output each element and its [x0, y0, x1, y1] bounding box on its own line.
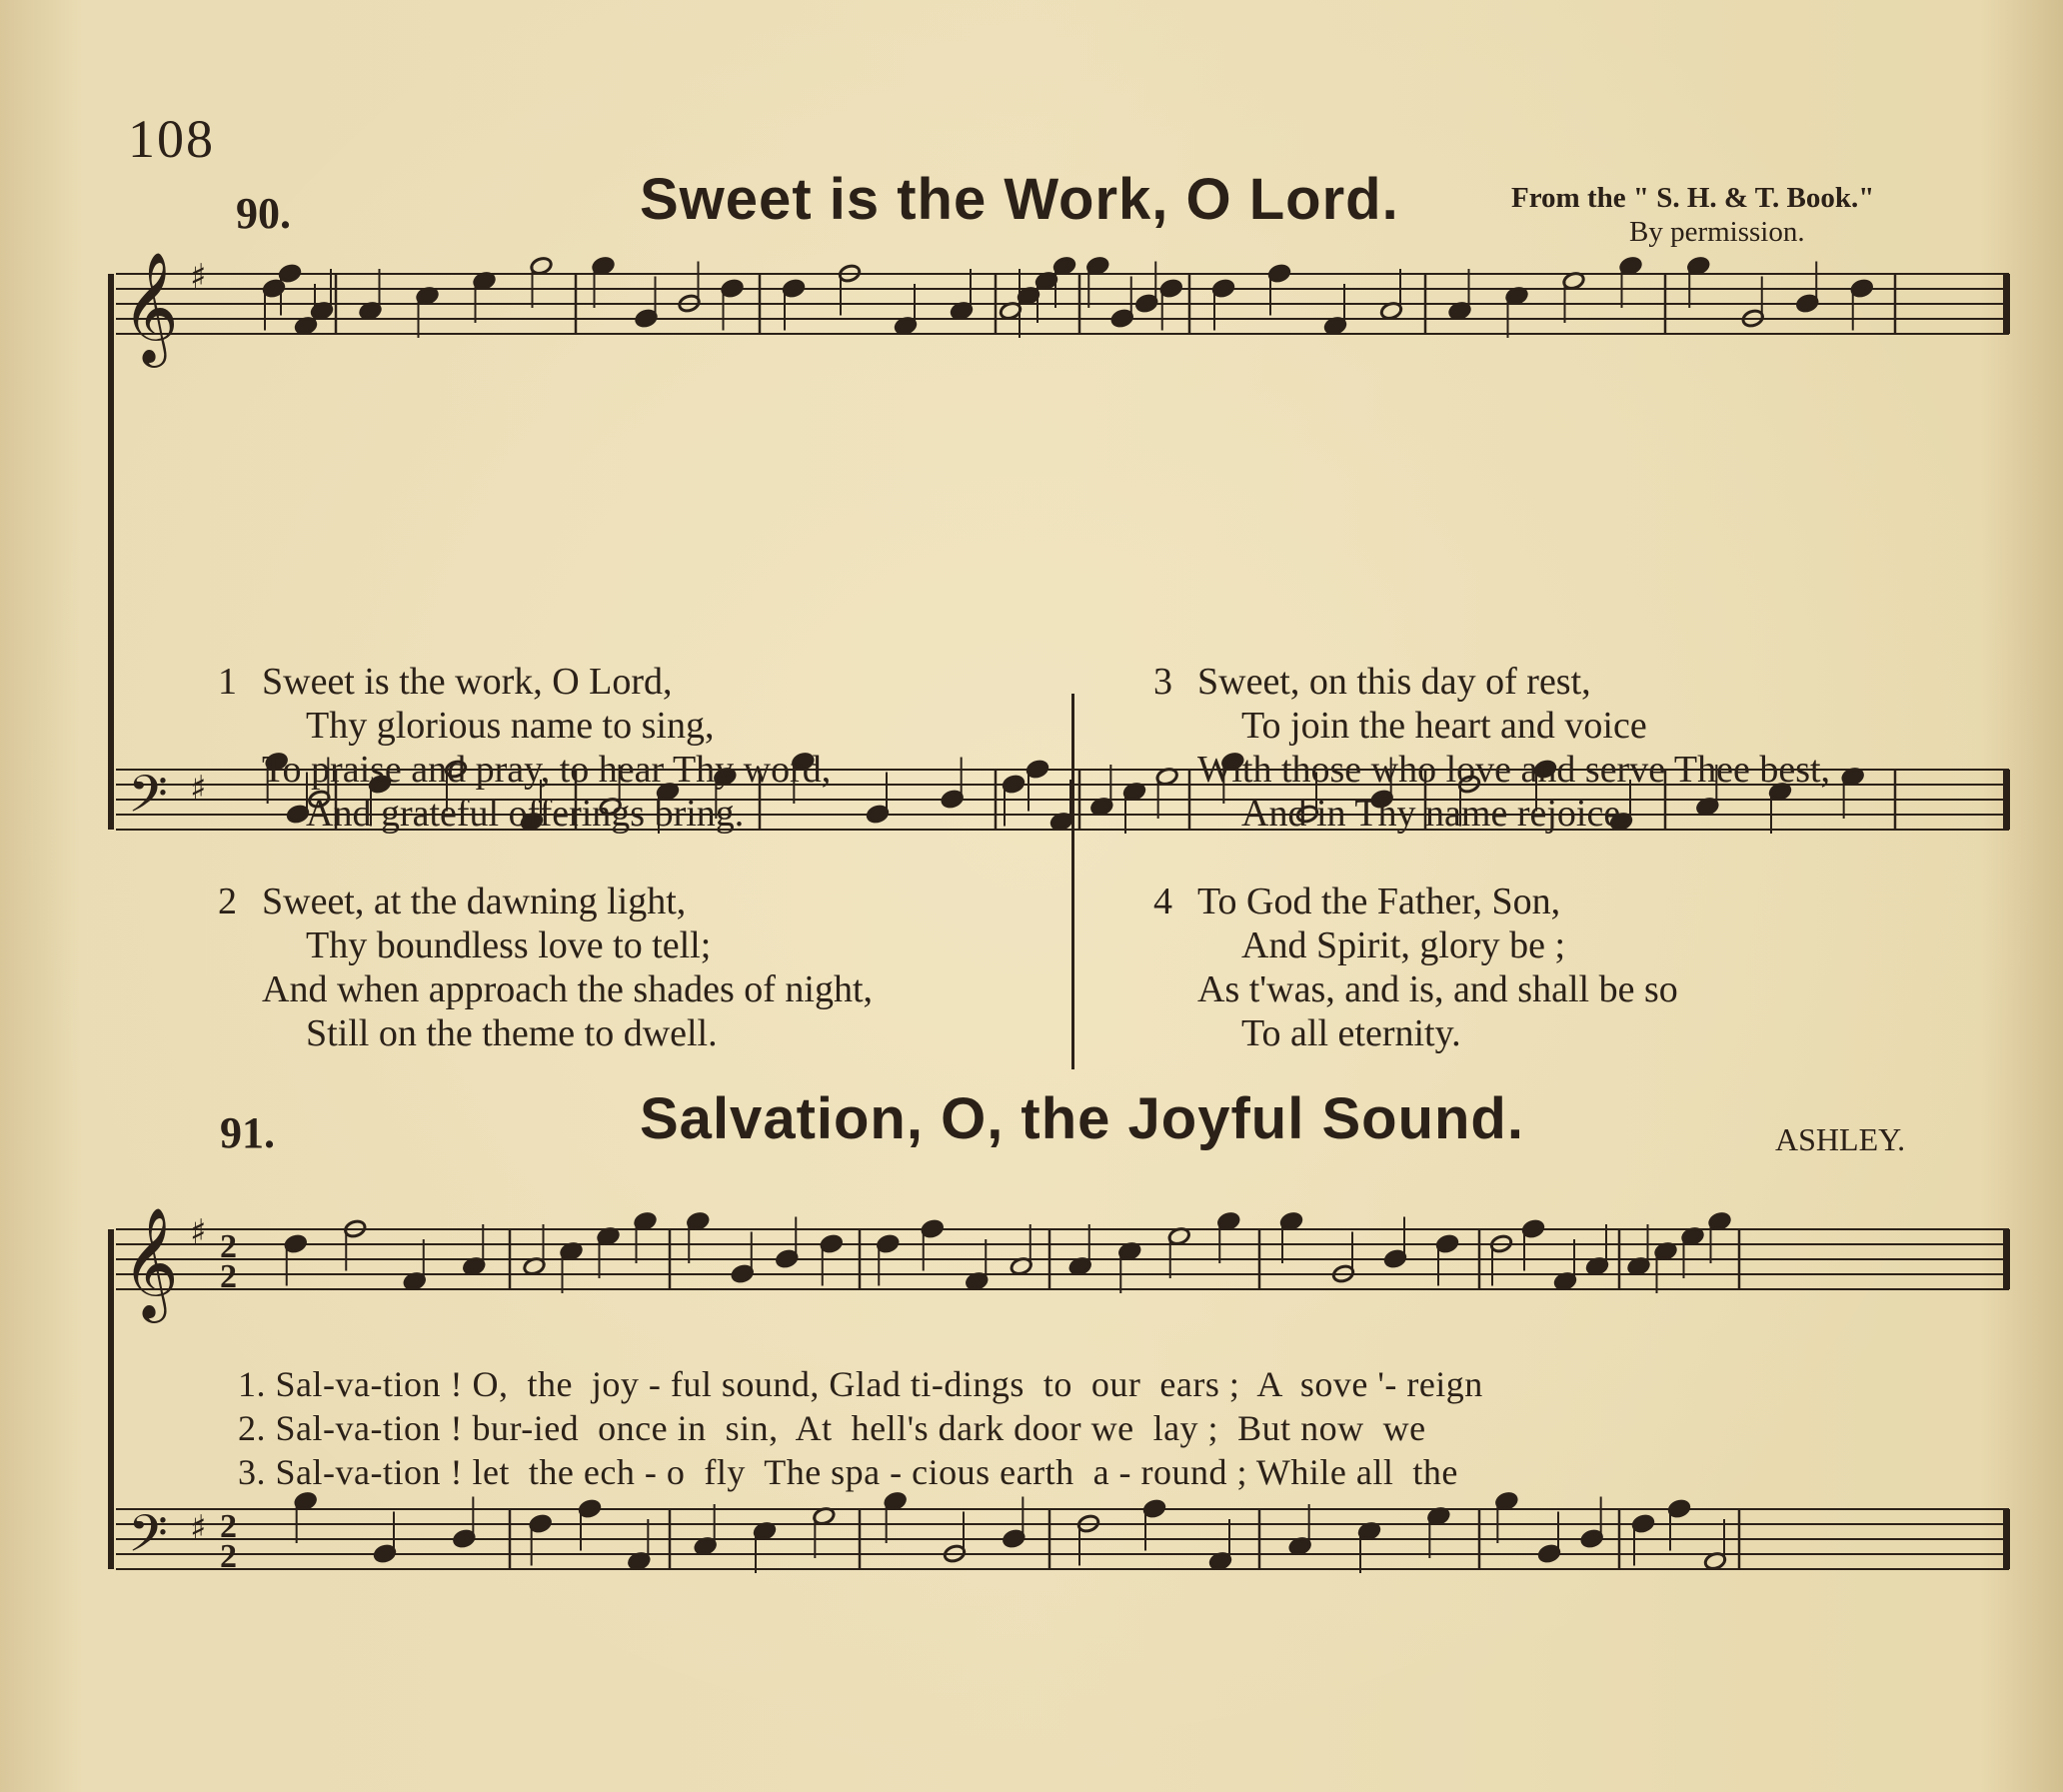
- verse-line: Still on the theme to dwell.: [306, 1012, 718, 1054]
- hymn-90-verse-4: [1153, 880, 2033, 1079]
- verse-line: To God the Father, Son,: [1197, 881, 1561, 922]
- system-brace: [108, 1229, 114, 1569]
- verse-number: 4: [1153, 881, 1172, 922]
- verse-line: As t'was, and is, and shall be so: [1197, 968, 1678, 1010]
- verse-line: To all eternity.: [1241, 1012, 1461, 1054]
- hymn-91-composer: ASHLEY.: [1775, 1121, 1906, 1157]
- hymn-90-credit-source: From the " S. H. & T. Book.": [1511, 182, 1875, 214]
- treble-staff: [116, 274, 2009, 334]
- verse-line: Sweet, at the dawning light,: [262, 881, 687, 922]
- verse-line: Thy glorious name to sing,: [306, 705, 715, 747]
- verse-line: And when approach the shades of night,: [262, 968, 874, 1010]
- key-signature-sharp-icon: ♯: [190, 769, 207, 809]
- verse-line: To praise and pray, to hear Thy word,: [262, 749, 832, 791]
- verse-number: 1: [218, 661, 237, 703]
- verse-line: Thy boundless love to tell;: [306, 924, 712, 966]
- verse-line: With those who love and serve Thee best,: [1197, 749, 1831, 791]
- verse-line: And Spirit, glory be ;: [1241, 924, 1566, 966]
- key-signature-sharp-icon: ♯: [190, 1508, 207, 1548]
- time-signature: 2: [220, 1508, 237, 1545]
- verse-line: To join the heart and voice: [1241, 705, 1647, 747]
- key-signature-sharp-icon: ♯: [190, 1212, 207, 1252]
- verse-number: 3: [1153, 661, 1172, 703]
- verse-line: Sweet, on this day of rest,: [1197, 661, 1591, 703]
- verse-divider: [1071, 694, 1074, 1069]
- treble-clef-icon: 𝄞: [122, 251, 179, 363]
- bass-clef-icon: 𝄢: [128, 764, 168, 837]
- hymn-91-lyrics-line-3: 3. Sal-va-tion ! let the ech - o fly The spa - cious earth a - round ; While all the: [238, 1452, 1458, 1492]
- hymn-90-credit-permission: By permission.: [1629, 216, 1805, 248]
- key-signature-sharp-icon: ♯: [190, 257, 207, 297]
- system-brace: [108, 274, 114, 830]
- verse-line: Sweet is the work, O Lord,: [262, 661, 673, 703]
- treble-clef-icon: 𝄞: [122, 1206, 179, 1318]
- verse-line: And in Thy name rejoice.: [1241, 793, 1630, 835]
- hymn-90-number: 90.: [236, 189, 291, 238]
- treble-staff: [116, 1229, 2009, 1289]
- hymn-91-lyrics-line-1: 1. Sal-va-tion ! O, the joy - ful sound, Glad ti-dings to our ears ; A sove '- reign: [238, 1364, 1483, 1404]
- page-number: 108: [128, 109, 215, 169]
- hymn-91-number: 91.: [220, 1108, 275, 1157]
- time-signature: 2: [220, 1258, 237, 1295]
- hymn-90-verse-2: [218, 880, 1067, 1079]
- bass-clef-icon: 𝄢: [128, 1503, 168, 1576]
- hymn-91-title: Salvation, O, the Joyful Sound.: [640, 1086, 1524, 1151]
- verse-number: 2: [218, 881, 237, 922]
- time-signature: 2: [220, 1228, 237, 1265]
- hymn-90-verse-3: [1153, 660, 2033, 860]
- hymn-90-title: Sweet is the Work, O Lord.: [640, 167, 1399, 232]
- final-bar-line: [2003, 1229, 2010, 1289]
- final-bar-line: [2003, 274, 2010, 334]
- verse-line: And grateful offerings bring.: [306, 793, 745, 835]
- hymn-91-lyrics-line-2: 2. Sal-va-tion ! bur-ied once in sin, At hell's dark door we lay ; But now we: [238, 1408, 1426, 1448]
- final-bar-line: [2003, 1509, 2010, 1569]
- time-signature: 2: [220, 1538, 237, 1575]
